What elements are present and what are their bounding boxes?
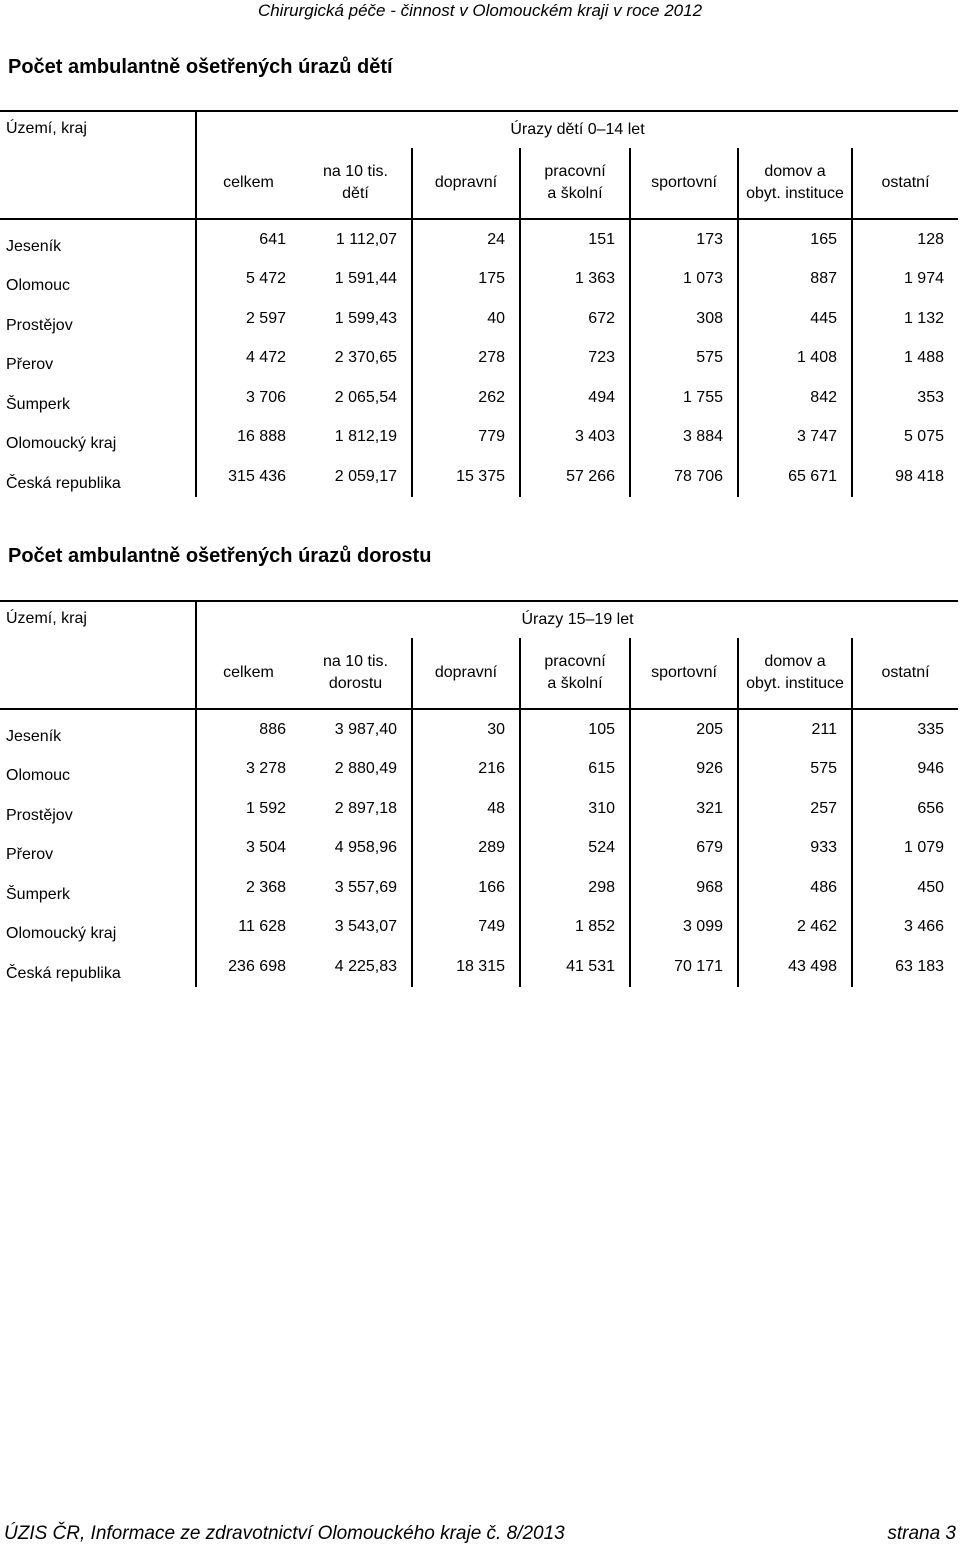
value-cell: 98 418 (852, 457, 958, 497)
region-cell: Šumperk (6, 885, 71, 903)
table-row (0, 219, 958, 260)
value-cell: 3 278 (196, 750, 300, 790)
value-cell: 3 557,69 (334, 878, 397, 896)
value-cell: 445 (738, 299, 852, 339)
value-cell: 1 599,43 (334, 309, 397, 327)
value-cell: 308 (630, 299, 738, 339)
value-cell: 70 171 (630, 947, 738, 987)
value-cell: 353 (852, 378, 958, 418)
value-cell: 2 065,54 (334, 388, 397, 406)
value-cell: 1 073 (630, 260, 738, 300)
value-cell: 1 408 (738, 339, 852, 379)
column-header: celkem (196, 638, 300, 709)
footer-source: ÚZIS ČR, Informace ze zdravotnictví Olomouckého kraje č. 8/2013 (4, 1523, 565, 1544)
value-cell: 842 (738, 378, 852, 418)
value-cell: 11 628 (196, 908, 300, 948)
value-cell: 298 (520, 868, 630, 908)
corner-header: Území, kraj (0, 111, 196, 219)
value-cell: 128 (852, 219, 958, 260)
value-cell: 30 (412, 709, 520, 750)
value-cell: 315 436 (196, 457, 300, 497)
page-footer (4, 1523, 956, 1545)
table-row (0, 750, 958, 790)
region-cell: Olomouc (6, 767, 71, 784)
table-row (0, 418, 958, 458)
value-cell: 3 099 (630, 908, 738, 948)
value-cell: 57 266 (520, 457, 630, 497)
value-cell: 779 (412, 418, 520, 458)
value-cell: 65 671 (738, 457, 852, 497)
value-cell: 78 706 (630, 457, 738, 497)
value-cell: 3 466 (852, 908, 958, 948)
value-cell: 615 (520, 750, 630, 790)
value-cell: 1 755 (630, 378, 738, 418)
column-header: domov a obyt. instituce (738, 638, 852, 709)
value-cell: 1 079 (852, 829, 958, 869)
value-cell: 166 (412, 868, 520, 908)
table-row (0, 339, 958, 379)
value-cell: 4 225,83 (334, 957, 397, 975)
value-cell: 3 504 (196, 829, 300, 869)
value-cell: 4 958,96 (334, 839, 397, 857)
value-cell: 257 (738, 789, 852, 829)
value-cell: 1 591,44 (334, 270, 397, 288)
value-cell: 524 (520, 829, 630, 869)
value-cell: 105 (520, 709, 630, 750)
value-cell: 278 (412, 339, 520, 379)
value-cell: 18 315 (412, 947, 520, 987)
table-2-title: Počet ambulantně ošetřených úrazů dorostu (8, 545, 432, 567)
youth-injuries-table (0, 600, 958, 987)
value-cell: 216 (412, 750, 520, 790)
value-cell: 1 852 (520, 908, 630, 948)
value-cell: 236 698 (196, 947, 300, 987)
region-cell: Olomoucký kraj (6, 925, 117, 942)
value-cell: 16 888 (196, 418, 300, 458)
value-cell: 335 (852, 709, 958, 750)
value-cell: 175 (412, 260, 520, 300)
value-cell: 926 (630, 750, 738, 790)
value-cell: 575 (630, 339, 738, 379)
table-row (0, 260, 958, 300)
footer-page-number: strana 3 (887, 1523, 956, 1544)
table-1-title: Počet ambulantně ošetřených úrazů dětí (8, 56, 393, 78)
column-header: sportovní (630, 148, 738, 219)
value-cell: 486 (738, 868, 852, 908)
value-cell: 2 462 (738, 908, 852, 948)
region-cell: Česká republika (6, 964, 121, 982)
column-header: ostatní (852, 638, 958, 709)
value-cell: 48 (412, 789, 520, 829)
page-header: Chirurgická péče - činnost v Olomouckém kraji v roce 2012 (257, 1, 703, 20)
column-header: pracovní a školní (520, 148, 630, 219)
column-header: pracovní a školní (520, 638, 630, 709)
value-cell: 1 112,07 (335, 230, 397, 248)
group-header: Úrazy dětí 0–14 let (196, 111, 958, 148)
value-cell: 933 (738, 829, 852, 869)
value-cell: 887 (738, 260, 852, 300)
corner-header: Území, kraj (0, 601, 196, 709)
value-cell: 63 183 (852, 947, 958, 987)
value-cell: 2 368 (196, 868, 300, 908)
value-cell: 1 812,19 (334, 428, 397, 446)
value-cell: 205 (630, 709, 738, 750)
value-cell: 310 (520, 789, 630, 829)
value-cell: 165 (738, 219, 852, 260)
value-cell: 5 075 (852, 418, 958, 458)
children-injuries-table (0, 110, 958, 497)
table-row (0, 789, 958, 829)
value-cell: 3 884 (630, 418, 738, 458)
region-cell: Jeseník (6, 237, 62, 255)
value-cell: 575 (738, 750, 852, 790)
table-row (0, 457, 958, 497)
region-cell: Prostějov (6, 316, 73, 334)
value-cell: 1 132 (852, 299, 958, 339)
value-cell: 2 370,65 (334, 349, 397, 367)
region-cell: Přerov (6, 846, 54, 863)
value-cell: 946 (852, 750, 958, 790)
region-cell: Jeseník (6, 727, 62, 745)
value-cell: 679 (630, 829, 738, 869)
table-row (0, 868, 958, 908)
value-cell: 2 897,18 (334, 799, 397, 817)
value-cell: 672 (520, 299, 630, 339)
value-cell: 4 472 (196, 339, 300, 379)
value-cell: 968 (630, 868, 738, 908)
column-header: ostatní (852, 148, 958, 219)
value-cell: 262 (412, 378, 520, 418)
group-header: Úrazy 15–19 let (196, 601, 958, 638)
value-cell: 1 592 (196, 789, 300, 829)
table-row (0, 378, 958, 418)
region-cell: Česká republika (6, 474, 121, 492)
region-cell: Olomouc (6, 277, 71, 294)
value-cell: 3 987,40 (334, 720, 397, 738)
column-header: domov a obyt. instituce (738, 148, 852, 219)
value-cell: 1 974 (852, 260, 958, 300)
value-cell: 1 488 (852, 339, 958, 379)
value-cell: 3 403 (520, 418, 630, 458)
value-cell: 41 531 (520, 947, 630, 987)
region-cell: Šumperk (6, 395, 71, 413)
value-cell: 289 (412, 829, 520, 869)
value-cell: 749 (412, 908, 520, 948)
value-cell: 40 (412, 299, 520, 339)
value-cell: 24 (412, 219, 520, 260)
table-row (0, 908, 958, 948)
value-cell: 3 543,07 (334, 918, 397, 936)
value-cell: 2 059,17 (334, 467, 397, 485)
value-cell: 723 (520, 339, 630, 379)
value-cell: 3 706 (196, 378, 300, 418)
table-row (0, 829, 958, 869)
value-cell: 494 (520, 378, 630, 418)
region-cell: Přerov (6, 356, 54, 373)
column-header: dopravní (412, 638, 520, 709)
value-cell: 3 747 (738, 418, 852, 458)
region-cell: Prostějov (6, 806, 73, 824)
column-header: celkem (196, 148, 300, 219)
column-header: na 10 tis. dětí (300, 148, 412, 219)
value-cell: 43 498 (738, 947, 852, 987)
value-cell: 211 (738, 709, 852, 750)
value-cell: 2 880,49 (334, 760, 397, 778)
value-cell: 151 (520, 219, 630, 260)
table-row (0, 299, 958, 339)
column-header: dopravní (412, 148, 520, 219)
value-cell: 886 (196, 709, 300, 750)
value-cell: 450 (852, 868, 958, 908)
column-header: na 10 tis. dorostu (300, 638, 412, 709)
table-row (0, 947, 958, 987)
value-cell: 173 (630, 219, 738, 260)
value-cell: 15 375 (412, 457, 520, 497)
region-cell: Olomoucký kraj (6, 435, 117, 452)
value-cell: 321 (630, 789, 738, 829)
value-cell: 641 (196, 219, 300, 260)
column-header: sportovní (630, 638, 738, 709)
value-cell: 1 363 (520, 260, 630, 300)
value-cell: 2 597 (196, 299, 300, 339)
table-row (0, 709, 958, 750)
value-cell: 656 (852, 789, 958, 829)
value-cell: 5 472 (196, 260, 300, 300)
